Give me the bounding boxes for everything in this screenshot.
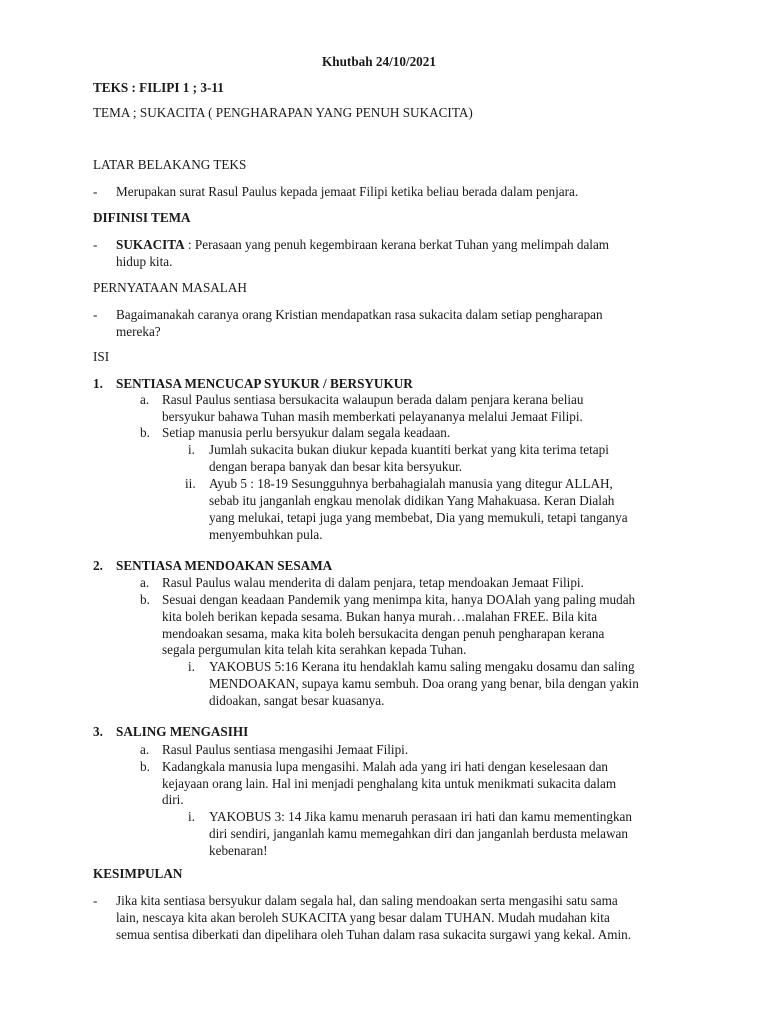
sec3-a-line-1: Rasul Paulus sentiasa mengasihi Jemaat Filipi. [162,742,409,757]
latar-item: Merupakan surat Rasul Paulus kepada jemaat Filipi ketika beliau berada dalam penjara. [116,184,579,199]
sec2-title: SENTIASA MENDOAKAN SESAMA [116,558,333,573]
sec2-i-line-1: YAKOBUS 5:16 Kerana itu hendaklah kamu saling mengaku dosamu dan saling [209,659,635,674]
latar-heading: LATAR BELAKANG TEKS [93,157,247,172]
difinisi-heading: DIFINISI TEMA [93,210,191,225]
sec2-i-line-3: didoakan, sangat besar kuasanya. [209,693,385,708]
sec2-b-label: b. [140,592,150,607]
sec3-i-line-1: YAKOBUS 3: 14 Jika kamu menaruh perasaan iri hati dan kamu mementingkan [209,809,633,824]
sec1-b-label: b. [140,425,150,440]
sec1-a-label: a. [140,392,150,407]
sec2-i-line-2: MENDOAKAN, supaya kamu sembuh. Doa orang yang benar, bila dengan yakin [209,676,639,691]
pernyataan-line-1: Bagaimanakah caranya orang Kristian mendapatkan rasa sukacita dalam setiap pengharapan [116,307,603,322]
sec2-a-line-1: Rasul Paulus walau menderita di dalam penjara, tetap mendoakan Jemaat Filipi. [162,575,584,590]
difinisi-text: : Perasaan yang penuh kegembiraan kerana berkat Tuhan yang melimpah dalam [184,237,610,252]
sec2-b-line-1: Sesuai dengan keadaan Pandemik yang menimpa kita, hanya DOAlah yang paling mudah [162,592,636,607]
sec2-b-line-4: segala pergumulan kita telah kita serahkan kepada Tuhan. [162,642,467,657]
kesimpulan-line-3: semua sentisa diberkati dan dipelihara oleh Tuhan dalam rasa sukacita surgawi yang kekal. Amin. [116,927,632,942]
sec2-b-line-2: kita boleh berikan kepada sesama. Bukan hanya murah…malahan FREE. Bila kita [162,609,598,624]
teks-line: TEKS : FILIPI 1 ; 3-11 [93,80,224,95]
sec1-ii-line-4: menyembuhkan pula. [209,527,323,542]
sec1-title: SENTIASA MENCUCAP SYUKUR / BERSYUKUR [116,376,413,391]
pernyataan-bullet: - [93,307,98,322]
latar-bullet: - [93,184,98,199]
kesimpulan-heading: KESIMPULAN [93,866,183,881]
isi-heading: ISI [93,349,110,364]
sec2-i-label: i. [188,659,195,674]
pernyataan-line-2: mereka? [116,324,161,339]
sec1-ii-label: ii. [185,476,196,491]
sec2-b-line-3: mendoakan sesama, maka kita boleh bersukacita dengan penuh pengharapan kerana [162,626,605,641]
sec3-b-line-2: kejayaan orang lain. Hal ini menjadi penghalang kita untuk menikmati sukacita dalam [162,776,617,791]
sec3-i-line-3: kebenaran! [209,843,268,858]
sec3-i-label: i. [188,809,195,824]
sec1-i-line-1: Jumlah sukacita bukan diukur kepada kuantiti berkat yang kita terima tetapi [209,442,609,457]
sec1-a-line-1: Rasul Paulus sentiasa bersukacita walaupun berada dalam penjara kerana beliau [162,392,584,407]
difinisi-line-2: hidup kita. [116,254,173,269]
sec1-i-label: i. [188,442,195,457]
document-title: Khutbah 24/10/2021 [322,54,436,69]
sec1-ii-line-2: sebab itu janganlah engkau menolak didikan Yang Mahakuasa. Keran Dialah [209,493,615,508]
difinisi-line-1 [116,236,609,253]
sec3-title: SALING MENGASIHI [116,724,249,739]
sec3-b-line-1: Kadangkala manusia lupa mengasihi. Malah ada yang iri hati dengan keselesaan dan [162,759,609,774]
sec1-b-line-1: Setiap manusia perlu bersyukur dalam segala keadaan. [162,425,451,440]
tema-line: TEMA ; SUKACITA ( PENGHARAPAN YANG PENUH SUKACITA) [93,105,473,120]
kesimpulan-line-2: lain, nescaya kita akan beroleh SUKACITA yang besar dalam TUHAN. Mudah mudahan kita [116,910,610,925]
sec1-ii-line-3: yang melukai, tetapi juga yang membebat, Dia yang memukuli, tetapi tanganya [209,510,628,525]
sec3-b-line-3: diri. [162,792,184,807]
sec3-number: 3. [93,724,103,739]
difinisi-term: SUKACITA [116,237,185,252]
sec3-i-line-2: diri sendiri, janganlah kamu memegahkan diri dan janganlah berdusta melawan [209,826,628,841]
sec2-a-label: a. [140,575,150,590]
pernyataan-heading: PERNYATAAN MASALAH [93,280,247,295]
sec1-number: 1. [93,376,103,391]
kesimpulan-line-1: Jika kita sentiasa bersyukur dalam segala hal, dan saling mendoakan serta mengasihi satu sama [116,893,618,908]
sec1-ii-line-1: Ayub 5 : 18-19 Sesungguhnya berbahagialah manusia yang ditegur ALLAH, [209,476,613,491]
difinisi-bullet: - [93,237,98,252]
sec3-a-label: a. [140,742,150,757]
kesimpulan-bullet: - [93,893,98,908]
sec3-b-label: b. [140,759,150,774]
sec1-i-line-2: dengan berapa banyak dan besar kita bersyukur. [209,459,463,474]
sec1-a-line-2: bersyukur bahawa Tuhan masih memberkati pelayananya melalui Jemaat Filipi. [162,409,583,424]
sec2-number: 2. [93,558,103,573]
